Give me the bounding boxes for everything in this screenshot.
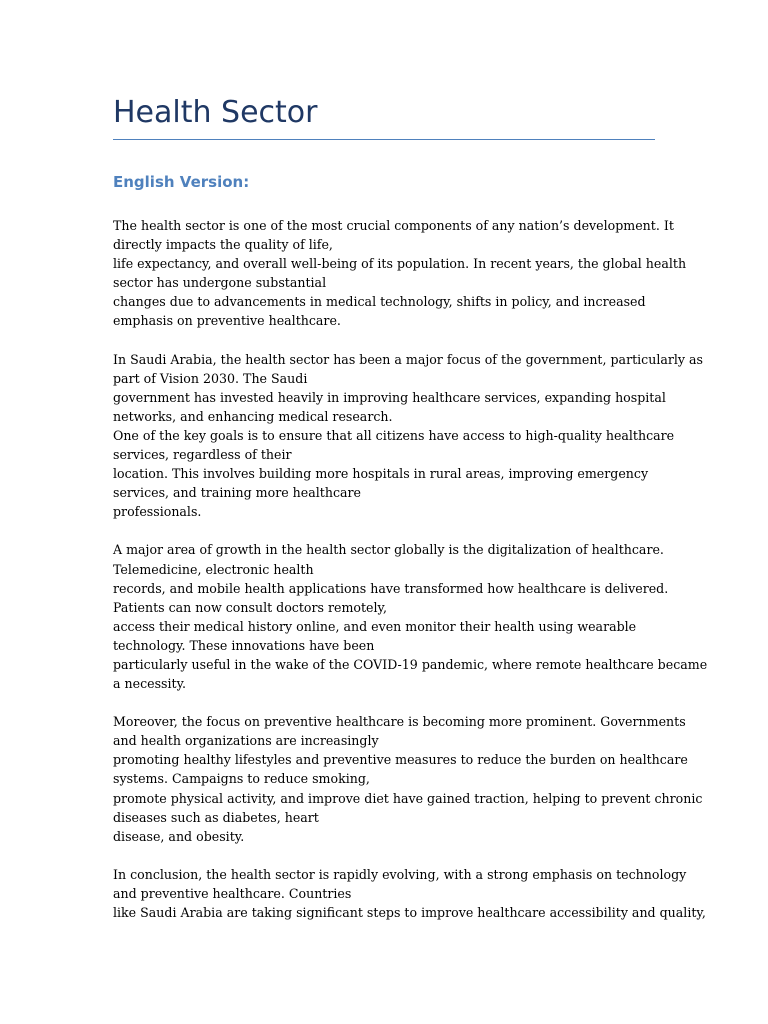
text-line: A major area of growth in the health sector globally is the digitalization of healthcare.	[113, 542, 664, 558]
document-body	[113, 216, 708, 941]
text-line: like Saudi Arabia are taking significant steps to improve healthcare accessibility and quality,	[113, 905, 706, 920]
text-line: particularly useful in the wake of the COVID-19 pandemic, where remote healthcare became	[113, 656, 708, 672]
text-line: Moreover, the focus on preventive healthcare is becoming more prominent. Governments	[113, 714, 686, 730]
text-line: records, and mobile health applications have transformed how healthcare is delivered.	[113, 580, 669, 596]
text-line: part of Vision 2030. The Saudi	[113, 370, 308, 386]
text-line: sector has undergone substantial	[113, 275, 327, 291]
text-line: directly impacts the quality of life,	[113, 237, 333, 253]
text-line: government has invested heavily in improving healthcare services, expanding hospital	[113, 389, 666, 405]
paragraph	[113, 865, 706, 922]
text-line: services, and training more healthcare	[113, 485, 361, 501]
text-line: emphasis on preventive healthcare.	[113, 313, 341, 329]
text-line: location. This involves building more hospitals in rural areas, improving emergency	[113, 466, 649, 482]
title-underline	[113, 139, 655, 140]
text-line: The health sector is one of the most crucial components of any nation’s development. It	[113, 218, 674, 233]
text-line: One of the key goals is to ensure that all citizens have access to high-quality healthcare	[113, 427, 675, 443]
document-title: Health Sector	[113, 95, 318, 130]
text-line: a necessity.	[113, 676, 187, 692]
paragraph	[113, 712, 703, 846]
text-line: In conclusion, the health sector is rapidly evolving, with a strong emphasis on technology	[113, 866, 687, 882]
paragraph	[113, 540, 708, 693]
text-line: promote physical activity, and improve diet have gained traction, helping to prevent chronic	[113, 790, 703, 806]
text-line: access their medical history online, and even monitor their health using wearable	[113, 618, 637, 634]
document-page	[113, 0, 708, 1024]
text-line: and preventive healthcare. Countries	[113, 885, 352, 901]
text-line: systems. Campaigns to reduce smoking,	[113, 771, 370, 787]
text-line: diseases such as diabetes, heart	[113, 809, 319, 825]
text-line: and health organizations are increasingly	[113, 733, 379, 749]
section-heading: English Version:	[113, 173, 250, 191]
text-line: changes due to advancements in medical technology, shifts in policy, and increased	[113, 294, 646, 310]
paragraph	[113, 216, 687, 331]
text-line: disease, and obesity.	[113, 828, 245, 844]
text-line: professionals.	[113, 504, 202, 520]
text-line: services, regardless of their	[113, 447, 292, 463]
text-line: Telemedicine, electronic health	[113, 561, 314, 577]
text-line: networks, and enhancing medical research.	[113, 408, 393, 424]
text-line: technology. These innovations have been	[113, 637, 375, 653]
paragraph	[113, 350, 704, 522]
text-line: promoting healthy lifestyles and preventive measures to reduce the burden on healthcare	[113, 752, 688, 768]
text-line: Patients can now consult doctors remotely,	[113, 599, 387, 615]
text-line: In Saudi Arabia, the health sector has been a major focus of the government, particularly as	[113, 351, 704, 367]
text-line: life expectancy, and overall well-being of its population. In recent years, the global health	[113, 256, 687, 272]
